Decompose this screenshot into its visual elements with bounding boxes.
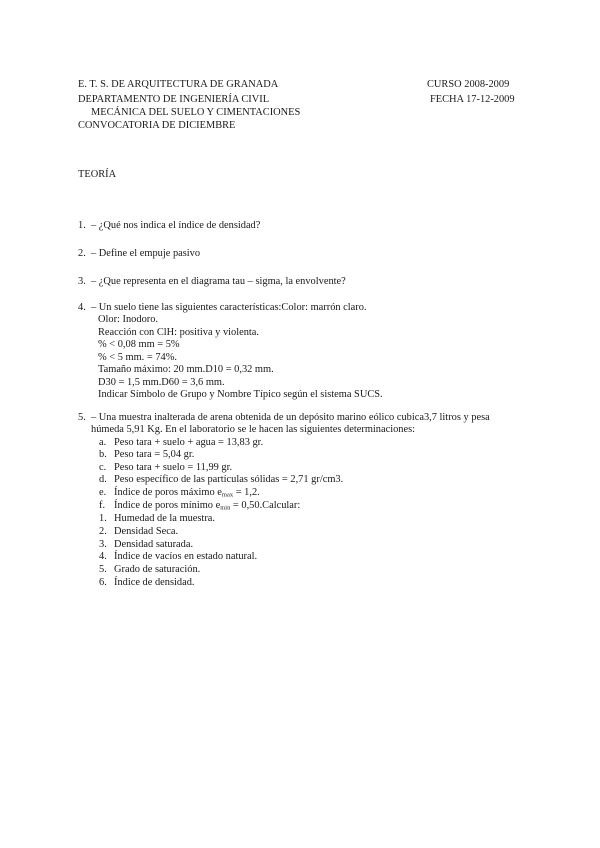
determination-label: f. (99, 500, 106, 511)
determination-text: Peso tara = 5,04 gr. (114, 449, 195, 460)
determination-label: d. (99, 474, 107, 485)
calculation-number: 1. (99, 513, 107, 524)
question-number: 3. (78, 276, 86, 287)
exam-date: FECHA 17-12-2009 (430, 94, 515, 105)
determination-text: Peso tara + suelo = 11,99 gr. (114, 462, 233, 473)
determination-text: Índice de poros mínimo $e_{min}$ = 0,50.Calcular: (114, 500, 301, 512)
calculation-number: 3. (99, 539, 107, 550)
calculation-number: 4. (99, 551, 107, 562)
subscript: max (221, 491, 234, 499)
question-number: 1. (78, 220, 86, 231)
soil-property: Olor: Inodoro. (98, 314, 159, 325)
question-text: – Define el empuje pasivo (91, 248, 201, 259)
calculation-text: Índice de vacíos en estado natural. (114, 551, 258, 562)
soil-property: Reacción con ClH: positiva y violenta. (98, 327, 260, 338)
determination-text: Peso tara + suelo + agua = 13,83 gr. (114, 437, 264, 448)
calculation-number: 5. (99, 564, 107, 575)
determination-label: a. (99, 437, 107, 448)
determination-text: Índice de poros máximo $e_{max} = 1,2$. (114, 487, 260, 499)
question-text: – Una muestra inalterada de arena obtenida de un depósito marino eólico cubica3,7 litros y pesa (91, 412, 490, 423)
question-number: 4. (78, 302, 86, 313)
determination-label: e. (99, 487, 107, 498)
school-name: E. T. S. DE ARQUITECTURA DE GRANADA (78, 79, 279, 90)
calculation-text: Humedad de la muestra. (114, 513, 215, 524)
question-text: – Un suelo tiene las siguientes características:Color: marrón claro. (91, 302, 367, 313)
calculation-number: 2. (99, 526, 107, 537)
soil-property: Indicar Símbolo de Grupo y Nombre Típico según el sistema SUCS. (98, 389, 383, 400)
subscript: min (220, 504, 231, 512)
calculation-text: Índice de densidad. (114, 577, 195, 588)
session-name: CONVOCATORIA DE DICIEMBRE (78, 120, 236, 131)
soil-property: % < 5 mm. = 74%. (98, 352, 177, 363)
determination-label: c. (99, 462, 107, 473)
question-text: – ¿Qué nos indica el índice de densidad? (91, 220, 261, 231)
department-name: DEPARTAMENTO DE INGENIERÍA CIVIL (78, 94, 270, 105)
course-year: CURSO 2008-2009 (427, 79, 510, 90)
soil-property: D30 = 1,5 mm.D60 = 3,6 mm. (98, 377, 225, 388)
question-text-continued: húmeda 5,91 Kg. En el laboratorio se le hacen las siguientes determinaciones: (91, 424, 416, 435)
soil-property: % < 0,08 mm = 5% (98, 339, 180, 350)
calculation-text: Densidad Seca. (114, 526, 179, 537)
soil-property: Tamaño máximo: 20 mm.D10 = 0,32 mm. (98, 364, 274, 375)
determination-text: Peso específico de las partículas sólidas = 2,71 gr/cm3. (114, 474, 344, 485)
question-text: – ¿Que representa en el diagrama tau – sigma, la envolvente? (91, 276, 346, 287)
determination-label: b. (99, 449, 107, 460)
question-number: 2. (78, 248, 86, 259)
calculation-number: 6. (99, 577, 107, 588)
calculation-text: Grado de saturación. (114, 564, 201, 575)
question-number: 5. (78, 412, 86, 423)
calculation-text: Densidad saturada. (114, 539, 194, 550)
section-title: TEORÍA (78, 169, 117, 180)
subject-name: MECÁNICA DEL SUELO Y CIMENTACIONES (91, 107, 301, 118)
